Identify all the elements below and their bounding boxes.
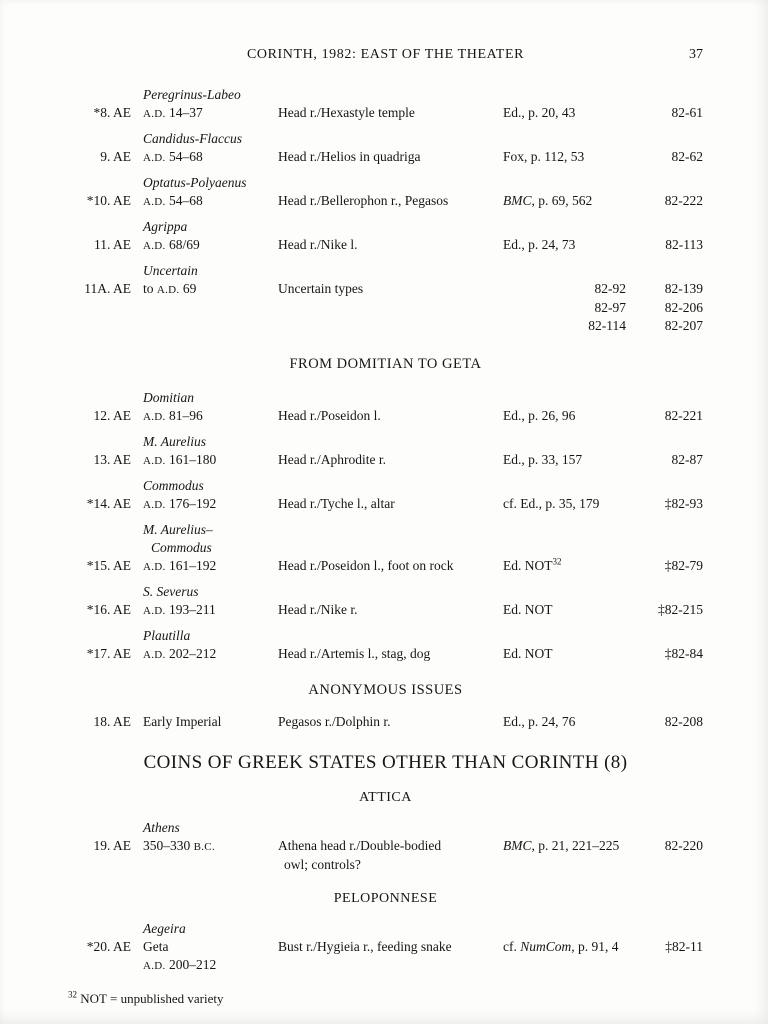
reference: Ed., p. 33, 157 <box>503 452 583 467</box>
date-range: 176–192 <box>165 496 217 511</box>
catalog-entry <box>68 583 703 620</box>
date-prefix: to <box>143 281 157 296</box>
entry-date <box>131 645 278 664</box>
inventory-number: 82-206 <box>664 300 703 315</box>
entry-number: 11A. AE <box>84 281 131 296</box>
era-abbrev: A.D. <box>143 561 166 573</box>
ruler-name: Peregrinus-Labeo <box>143 87 241 102</box>
era-abbrev: A.D. <box>143 196 166 208</box>
date-range: 193–211 <box>165 602 216 617</box>
reference: Ed., p. 20, 43 <box>503 105 576 120</box>
coin-description: Head r./Aphrodite r. <box>278 452 386 467</box>
inventory-number: 82-207 <box>664 318 703 333</box>
era-abbrev: A.D. <box>143 152 166 164</box>
entry-number: 18. AE <box>93 714 131 729</box>
reference-detail: , p. 69, 562 <box>531 193 593 208</box>
section-heading-attica: ATTICA <box>359 790 412 805</box>
reference: Ed., p. 26, 96 <box>503 408 576 423</box>
page-title: CORINTH, 1982: EAST OF THE THEATER <box>246 47 525 62</box>
inventory-number: ‡82-11 <box>665 939 703 954</box>
ruler-name: Commodus <box>143 478 204 493</box>
coin-description: Head r./Helios in quadriga <box>278 149 421 164</box>
ruler-name: S. Severus <box>143 584 199 599</box>
reference: Ed. NOT <box>503 646 553 661</box>
inventory-number: 82-62 <box>671 149 703 164</box>
entry-row <box>68 236 703 255</box>
entry-number: 19. AE <box>93 838 131 853</box>
catalog-entry <box>68 218 703 255</box>
reference <box>503 557 648 576</box>
section-heading-domitian-to-geta: FROM DOMITIAN TO GETA <box>289 356 482 372</box>
entry-row <box>68 280 703 299</box>
date-range: 200–212 <box>165 957 217 972</box>
reference-work: BMC <box>503 193 532 208</box>
ruler-name: Athens <box>143 820 180 835</box>
ruler-name: Optatus-Polyaenus <box>143 175 247 190</box>
inventory-number: 82-221 <box>664 408 703 423</box>
inventory-number: 82-208 <box>664 714 703 729</box>
entry-date <box>131 557 278 576</box>
entry-row <box>68 192 703 211</box>
era-abbrev: A.D. <box>143 960 166 972</box>
catalog-entry <box>68 477 703 514</box>
ruler-name: Aegeira <box>143 921 186 936</box>
date-range: 69 <box>179 281 197 296</box>
entry-row <box>68 317 703 335</box>
catalog-entry <box>68 262 703 335</box>
ruler-name: M. Aurelius– <box>143 522 213 537</box>
reference: Ed. NOT <box>503 602 553 617</box>
reference <box>503 938 648 956</box>
section-heading-anonymous-issues: ANONYMOUS ISSUES <box>308 682 463 698</box>
coin-description: Uncertain types <box>278 281 364 296</box>
reference: Ed., p. 24, 76 <box>503 714 576 729</box>
reference-prefix: cf. <box>503 939 521 954</box>
entry-date <box>131 451 278 470</box>
inventory-number: ‡82-79 <box>664 558 703 573</box>
catalog-entry <box>68 920 703 975</box>
entry-row <box>68 601 703 620</box>
footnote-text: NOT = unpublished variety <box>77 991 224 1006</box>
inventory-number: 82-87 <box>671 452 703 467</box>
entry-number: *8. AE <box>93 105 131 120</box>
catalog-entry <box>68 627 703 664</box>
coin-description: Bust r./Hygieia r., feeding snake <box>278 939 452 954</box>
reference: Ed., p. 24, 73 <box>503 237 576 252</box>
era-abbrev: A.D. <box>143 605 166 617</box>
entry-row <box>68 451 703 470</box>
era-abbrev: B.C. <box>193 841 215 853</box>
coin-description: Head r./Bellerophon r., Pegasos <box>278 193 449 208</box>
section-heading-peloponnese: PELOPONNESE <box>333 891 438 906</box>
date-range: 54–68 <box>165 149 203 164</box>
entry-row <box>68 645 703 664</box>
catalog-entry <box>68 86 703 123</box>
era-abbrev: A.D. <box>156 284 180 296</box>
entry-row <box>68 148 703 167</box>
inventory-number: 82-92 <box>594 281 626 296</box>
entry-date <box>131 236 278 255</box>
catalog-entry <box>68 433 703 470</box>
date-range: 81–96 <box>165 408 203 423</box>
date-range: 161–180 <box>165 452 217 467</box>
coin-description: Athena head r./Double-bodied <box>278 838 442 853</box>
entry-row <box>68 837 703 856</box>
inventory-number: 82-222 <box>664 193 703 208</box>
inventory-number: ‡82-93 <box>664 496 703 511</box>
coin-description: Head r./Tyche l., altar <box>278 496 395 511</box>
catalog-entry <box>68 130 703 167</box>
coin-description: owl; controls? <box>284 857 361 872</box>
entry-row <box>68 495 703 514</box>
footnote <box>68 982 703 1008</box>
catalog-content <box>68 86 703 1008</box>
inventory-number: 82-113 <box>665 237 703 252</box>
entry-number: 11. AE <box>94 237 131 252</box>
date-range: 161–192 <box>165 558 217 573</box>
date-range: 54–68 <box>165 193 203 208</box>
reference <box>503 192 648 211</box>
reference-work: NumCom <box>520 939 572 954</box>
coin-description: Head r./Poseidon l. <box>278 408 381 423</box>
coin-description: Head r./Artemis l., stag, dog <box>278 646 431 661</box>
era-abbrev: A.D. <box>143 108 166 120</box>
entry-date <box>131 192 278 211</box>
entry-row <box>68 713 703 731</box>
ruler-name: Uncertain <box>143 263 198 278</box>
inventory-number: 82-220 <box>664 838 703 853</box>
entry-row <box>68 938 703 956</box>
entry-date <box>143 956 703 975</box>
reference-work: BMC <box>503 838 532 853</box>
inventory-number: ‡82-215 <box>658 602 703 617</box>
reference <box>503 837 648 856</box>
catalog-entry <box>68 174 703 211</box>
entry-row <box>68 299 703 317</box>
entry-number: *15. AE <box>86 558 131 573</box>
ruler-name: M. Aurelius <box>143 434 206 449</box>
ruler-name: Commodus <box>151 540 212 555</box>
entry-row <box>68 557 703 576</box>
inventory-number: 82-139 <box>664 281 703 296</box>
inventory-number: 82-114 <box>588 318 626 333</box>
era-abbrev: A.D. <box>143 240 166 252</box>
reference-detail: , p. 21, 221–225 <box>531 838 620 853</box>
reference: Fox, p. 112, 53 <box>503 149 585 164</box>
entry-date <box>131 601 278 620</box>
date-range: 350–330 <box>143 838 194 853</box>
entry-number: 12. AE <box>93 408 131 423</box>
ruler-name: Agrippa <box>143 219 188 234</box>
entry-row <box>68 104 703 123</box>
entry-row <box>68 407 703 426</box>
entry-period: Early Imperial <box>143 714 222 729</box>
ruler-name: Domitian <box>143 390 195 405</box>
era-abbrev: A.D. <box>143 499 166 511</box>
footnote-marker: 32 <box>68 989 77 1000</box>
coin-description: Head r./Nike l. <box>278 237 358 252</box>
coin-description: Head r./Poseidon l., foot on rock <box>278 558 454 573</box>
entry-number: *14. AE <box>86 496 131 511</box>
coin-description: Head r./Nike r. <box>278 602 358 617</box>
entry-date <box>131 280 278 299</box>
entry-number: *17. AE <box>86 646 131 661</box>
entry-period: Geta <box>143 939 169 954</box>
page-header <box>68 46 703 64</box>
inventory-number: ‡82-84 <box>664 646 703 661</box>
reference-detail: , p. 91, 4 <box>571 939 619 954</box>
entry-date <box>131 407 278 426</box>
entry-number: 13. AE <box>93 452 131 467</box>
footnote-marker: 32 <box>552 556 562 567</box>
entry-date <box>131 148 278 167</box>
date-range: 14–37 <box>165 105 203 120</box>
era-abbrev: A.D. <box>143 455 166 467</box>
ruler-name: Candidus-Flaccus <box>143 131 242 146</box>
catalog-entry <box>68 713 703 731</box>
coin-description: Head r./Hexastyle temple <box>278 105 415 120</box>
era-abbrev: A.D. <box>143 411 166 423</box>
entry-date <box>131 104 278 123</box>
entry-number: 9. AE <box>100 149 131 164</box>
reference: cf. Ed., p. 35, 179 <box>503 496 600 511</box>
date-range: 202–212 <box>165 646 217 661</box>
catalog-entry <box>68 389 703 426</box>
reference-detail: Ed. NOT <box>503 558 553 573</box>
date-range: 68/69 <box>165 237 200 252</box>
entry-date <box>131 495 278 514</box>
inventory-number: 82-97 <box>594 300 626 315</box>
entry-date <box>131 837 278 856</box>
era-abbrev: A.D. <box>143 649 166 661</box>
inventory-number: 82-61 <box>671 105 703 120</box>
ruler-name: Plautilla <box>143 628 191 643</box>
page-number: 37 <box>689 47 703 62</box>
section-heading-greek-states: COINS OF GREEK STATES OTHER THAN CORINTH (8) <box>143 752 628 773</box>
catalog-entry <box>68 521 703 576</box>
coin-description: Pegasos r./Dolphin r. <box>278 714 391 729</box>
entry-number: *10. AE <box>86 193 131 208</box>
entry-number: *16. AE <box>86 602 131 617</box>
catalog-entry <box>68 819 703 874</box>
entry-number: *20. AE <box>86 939 131 954</box>
